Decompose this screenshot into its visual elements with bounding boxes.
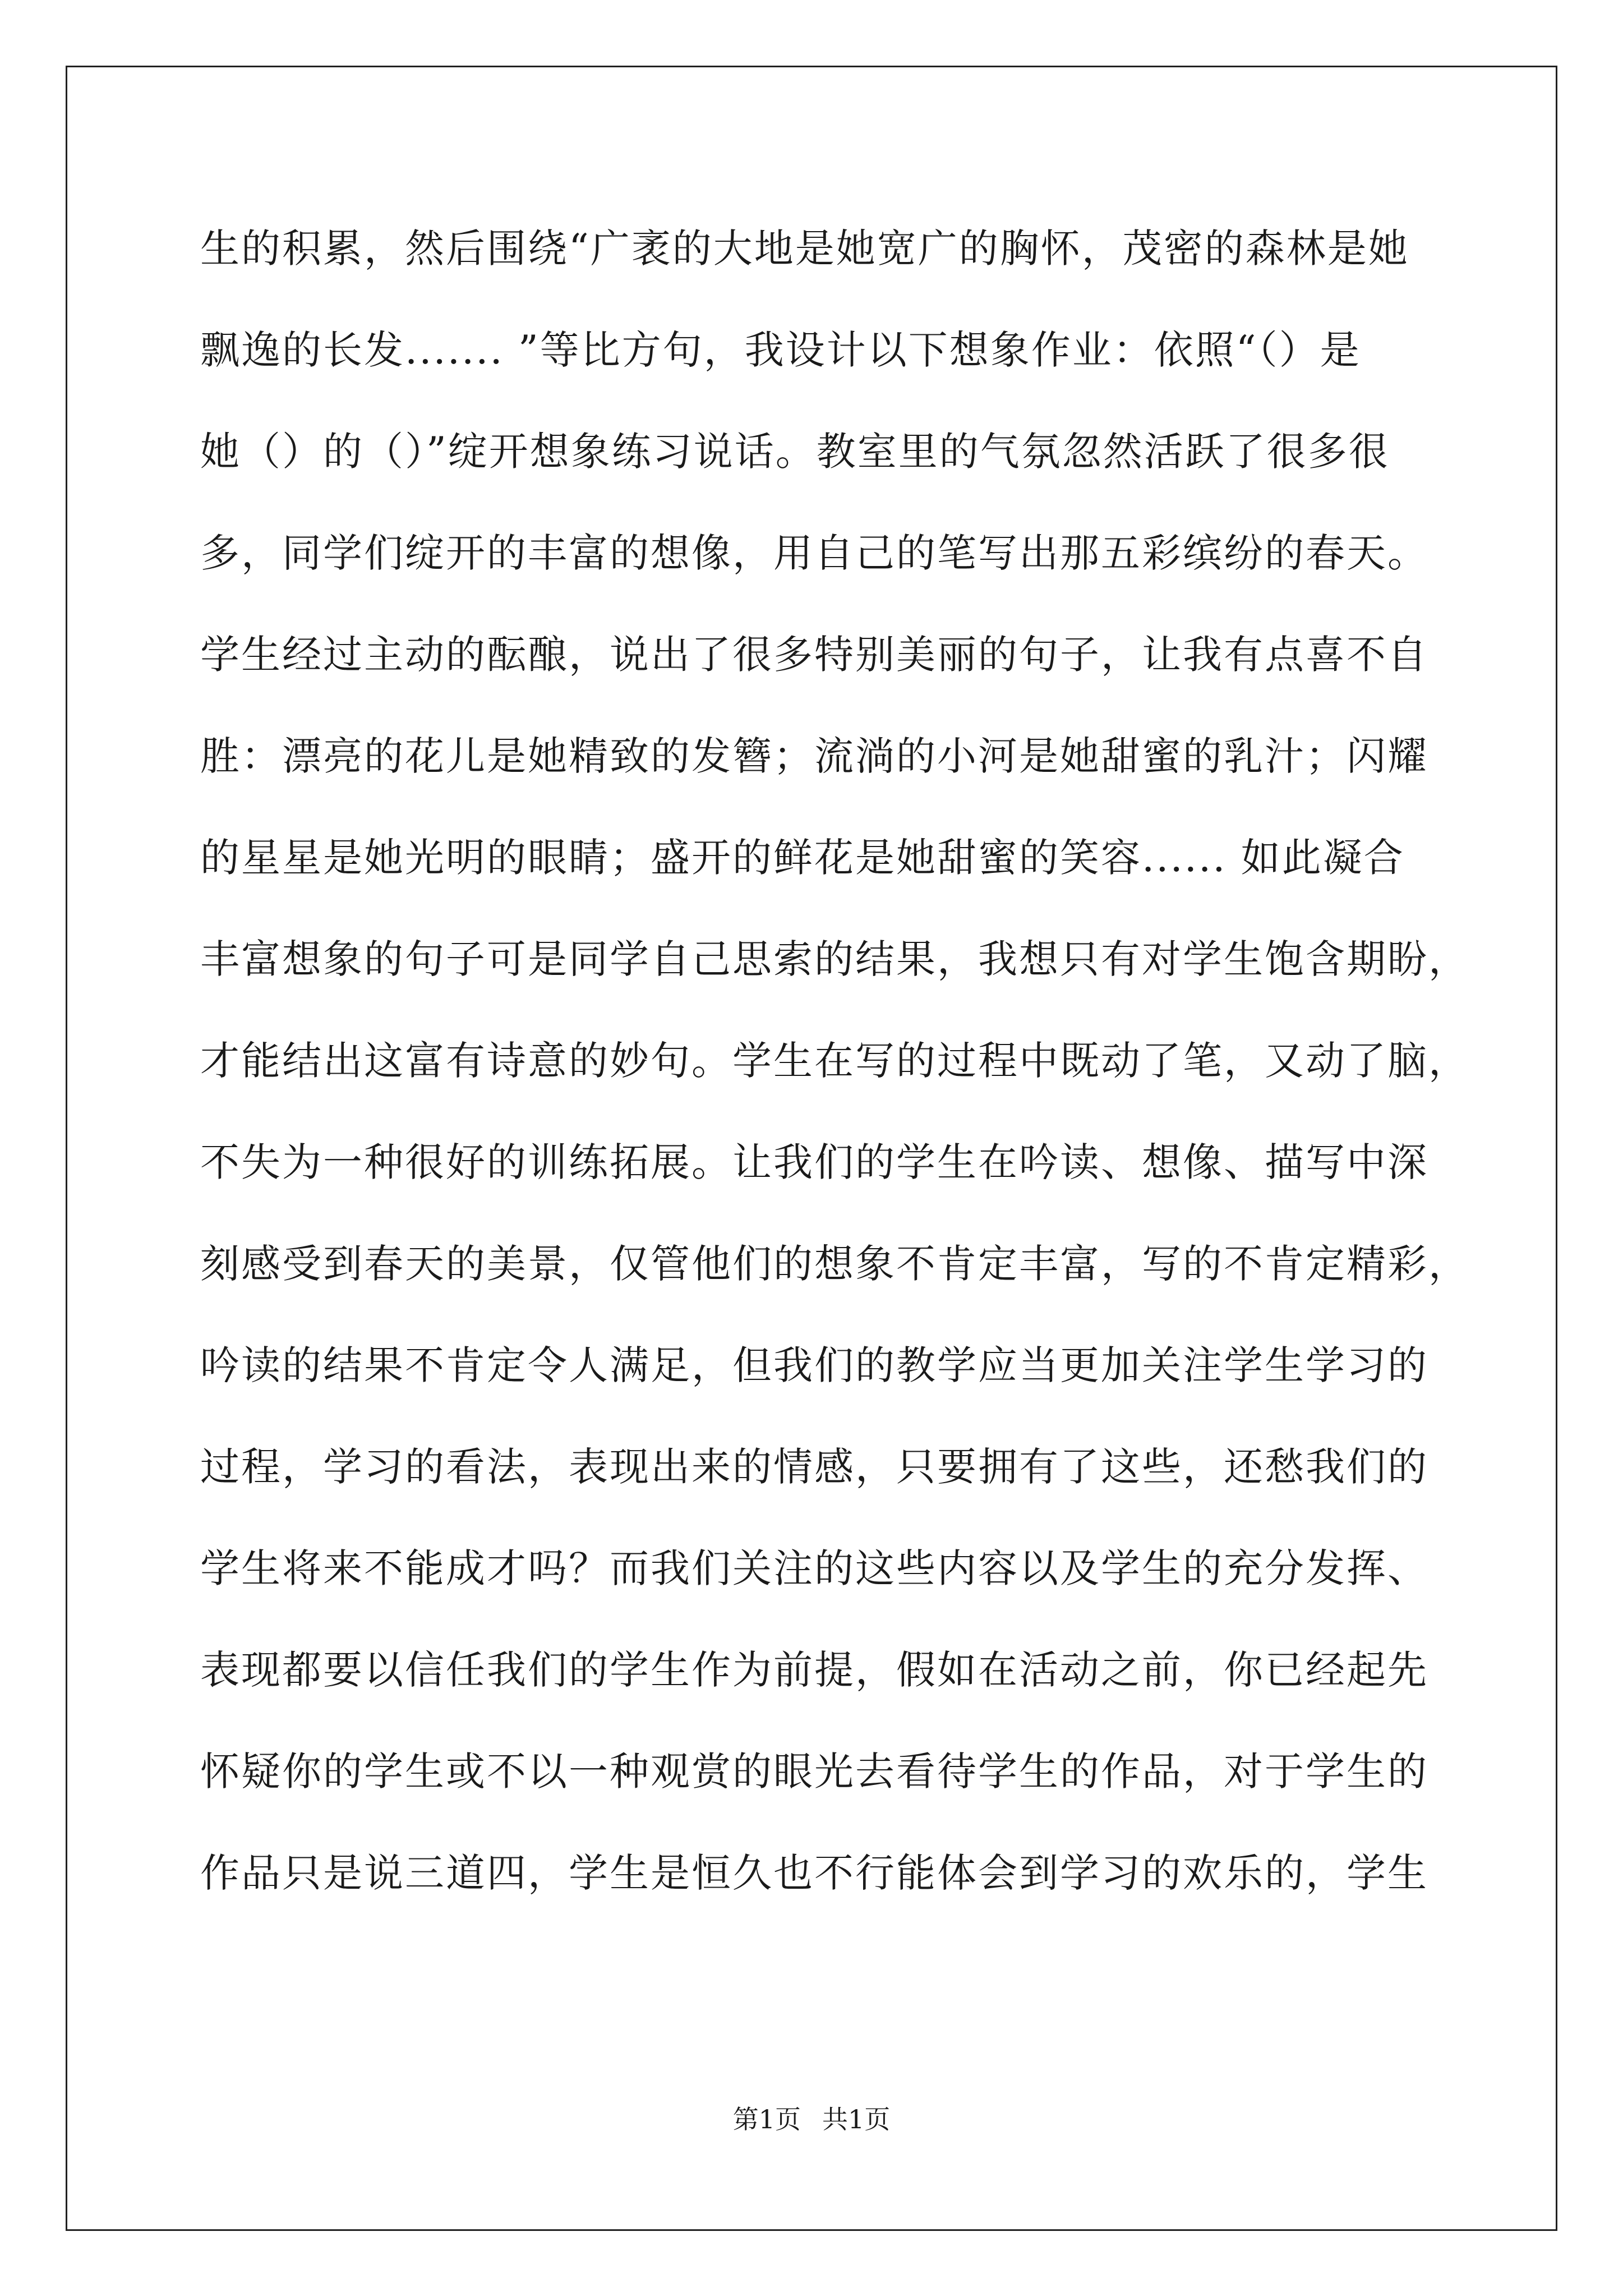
text-line: 过程，学习的看法，表现出来的情感，只要拥有了这些，还愁我们的: [200, 1444, 1428, 1490]
text-line: 丰富想象的句子可是同学自己思索的结果，我想只有对学生饱含期盼，: [200, 936, 1469, 982]
text-line: 她（）的（）”绽开想象练习说话。教室里的气氛忽然活跃了很多很: [200, 429, 1390, 475]
text-line: 飘逸的长发....... ”等比方句，我设计以下想象作业：依照“（）是: [200, 327, 1361, 373]
document-body: [200, 209, 1469, 1935]
text-line: 表现都要以信任我们的学生作为前提，假如在活动之前，你已经起先: [200, 1647, 1428, 1693]
text-line: 怀疑你的学生或不以一种观赏的眼光去看待学生的作品，对于学生的: [200, 1749, 1428, 1795]
text-line: 刻感受到春天的美景，仅管他们的想象不肯定丰富，写的不肯定精彩，: [200, 1241, 1469, 1287]
page-total: 共1页: [822, 2104, 891, 2134]
text-line: 胜：漂亮的花儿是她精致的发簪；流淌的小河是她甜蜜的乳汁；闪耀: [200, 733, 1428, 779]
page-number: 第1页: [732, 2104, 801, 2134]
text-line: 吟读的结果不肯定令人满足，但我们的教学应当更加关注学生学习的: [200, 1342, 1428, 1388]
text-line: 生的积累，然后围绕“广袤的大地是她宽广的胸怀，茂密的森林是她: [200, 226, 1409, 272]
text-line: 不失为一种很好的训练拓展。让我们的学生在吟读、想像、描写中深: [200, 1139, 1428, 1185]
text-line: 的星星是她光明的眼睛；盛开的鲜花是她甜蜜的笑容...... 如此凝合: [200, 835, 1405, 881]
text-line: 才能结出这富有诗意的妙句。学生在写的过程中既动了笔，又动了脑，: [200, 1038, 1469, 1084]
page-footer: [0, 2102, 1623, 2136]
text-line: 作品只是说三道四，学生是恒久也不行能体会到学习的欢乐的，学生: [200, 1850, 1428, 1896]
text-line: 多，同学们绽开的丰富的想像，用自己的笔写出那五彩缤纷的春天。: [200, 530, 1428, 576]
text-line: 学生将来不能成才吗？而我们关注的这些内容以及学生的充分发挥、: [200, 1545, 1428, 1591]
text-line: 学生经过主动的酝酿，说出了很多特别美丽的句子，让我有点喜不自: [200, 632, 1428, 678]
